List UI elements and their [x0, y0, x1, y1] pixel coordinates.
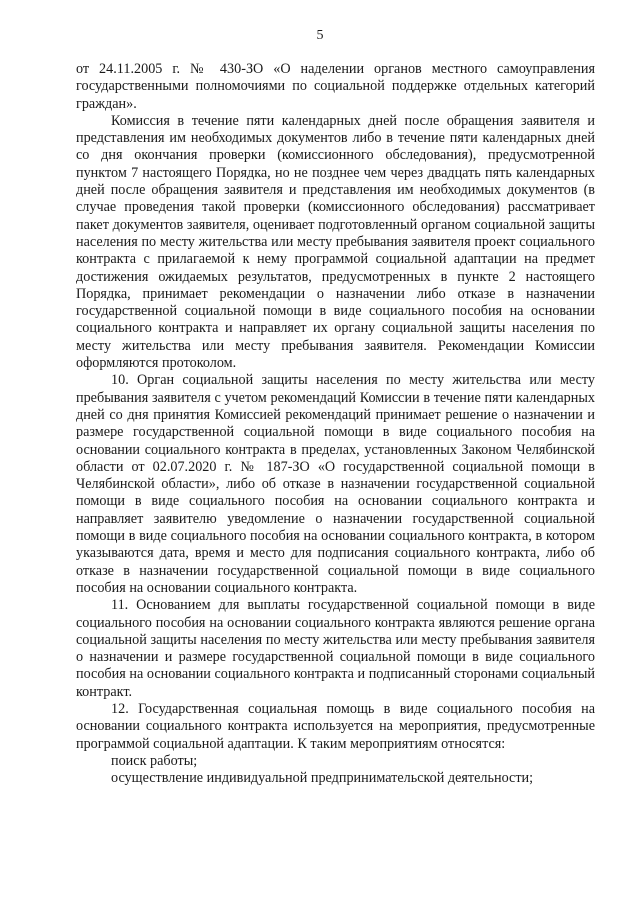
- list-item-job-search: поиск работы;: [111, 752, 198, 769]
- paragraph-item-12: 12. Государственная социальная помощь в виде социального пособия на основании социального контракта используется на мероприятия, предусмотренные программой социальной адаптации. К таким мероприятиям относятся:: [76, 700, 595, 752]
- document-body: [76, 61, 595, 787]
- paragraph-commission-review: Комиссия в течение пяти календарных дней после обращения заявителя и представления им необходимых документов либо в течение пяти календарных дней со дня окончания проверки (комиссионного обследования), предусмотренной пунктом 7 настоящего Порядка, но не позднее чем через двадцать пять календарных дней после обращения заявителя и представления им необходимых документов (в случае проведения такой проверки (комиссионного обследования) рассматривает пакет документов заявителя, оценивает подготовленный органом социальной защиты населения по месту жительства или месту пребывания заявителя проект социального контракта с прилагаемой к нему программой социальной адаптации на предмет достижения ожидаемых результатов, предусмотренных в пункте 2 настоящего Порядка, принимает рекомендации о назначении либо отказе в назначении государственной социальной помощи в виде социального пособия на основании социального контракта и направляет их органу социальной защиты населения по месту жительства или месту пребывания заявителя. Рекомендации Комиссии оформляются протоколом.: [76, 112, 595, 372]
- paragraph-item-10: 10. Орган социальной защиты населения по месту жительства или месту пребывания заявителя с учетом рекомендаций Комиссии в течение пяти календарных дней со дня принятия Комиссией рекомендаций принимает решение о назначении и размере государственной социальной помощи в виде социального пособия на основании социального контракта в пределах, установленных Законом Челябинской области от 02.07.2020 г. № 187-ЗО «О государственной социальной помощи в Челябинской области», либо об отказе в назначении государственной социальной помощи в виде социального пособия на основании социального контракта и направляет заявителю уведомление о назначении государственной социальной помощи в виде социального пособия на основании социального контракта, в котором указываются дата, время и место для подписания социального контракта, либо об отказе в назначении государственной социальной помощи в виде социального пособия на основании социального контракта.: [76, 372, 595, 596]
- list-item-entrepreneurship: осуществление индивидуальной предпринимательской деятельности;: [111, 770, 534, 787]
- paragraph-law-reference: от 24.11.2005 г. № 430-ЗО «О наделении органов местного самоуправления государственными полномочиями по социальной поддержке отдельных категорий граждан».: [76, 61, 595, 112]
- page-number: 5: [316, 28, 324, 43]
- paragraph-item-11: 11. Основанием для выплаты государственной социальной помощи в виде социального пособия на основании социального контракта являются решение органа социальной защиты населения по месту жительства или месту пребывания заявителя о назначении и размере государственной социальной помощи в виде социального пособия на основании социального контракта и подписанный сторонами социальный контракт.: [76, 597, 595, 700]
